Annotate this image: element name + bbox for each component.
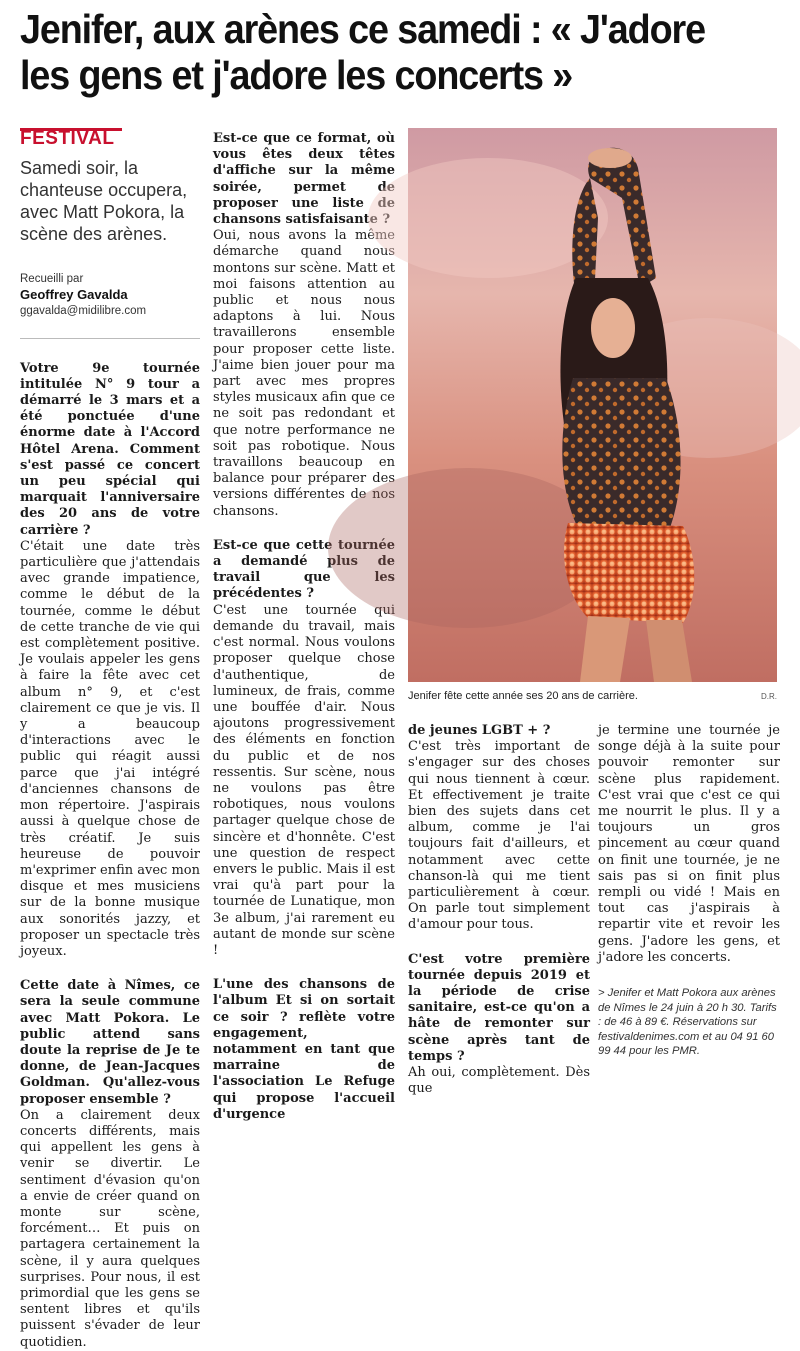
article-photo	[408, 128, 777, 682]
headline: Jenifer, aux arènes ce samedi : « J'adore les gens et j'adore les concerts »	[20, 6, 705, 98]
question-1: Votre 9e tournée intitulée N° 9 tour a démarré le 3 mars et a été ponctuée d'une énorme date à l'Accord Hôtel Arena. Comment s'est passé ce concert un peu spécial qui marquait l'anniversaire des 20 ans de votre carrière ?	[20, 360, 200, 538]
byline-email[interactable]: ggavalda@midilibre.com	[20, 303, 200, 338]
column-1	[20, 128, 200, 1351]
answer-6-part-2: je termine une tournée je songe déjà à la suite pour pouvoir remonter sur scène plus rapidement. C'est vrai que c'est ce qui me nourrit le plus. Il y a toujours un gros pincement au cœur quand on finit une tournée, je ne sais pas si on finit plus rempli ou vidé ! Mais en tout cas j'aspirais à repartir vite et revoir les gens. J'adore les gens, et j'adore les concerts.	[598, 723, 780, 965]
article-body-1	[20, 361, 200, 1351]
question-5-part-1: L'une des chansons de l'album Et si on sortait ce soir ? reflète votre engagement, notamment en tant que marraine de l'association Le Refuge qui propose l'accueil d'urgence	[213, 977, 395, 1122]
byline-intro: Recueilli par	[20, 273, 84, 286]
question-2: Cette date à Nîmes, ce sera la seule commune avec Matt Pokora. Le public attend sans doute la reprise de Je te donne, de Jean-Jacques Goldman. Qu'allez-vous proposer ensemble ?	[20, 978, 200, 1107]
answer-3: Oui, nous avons la même démarche quand nous montons sur scène. Matt et moi faisons attention au public et nous nous adaptons à lui. Nous travaillerons ensemble pour proposer cette liste. J'aime bien jouer pour ma part avec mes propres styles musicaux afin que ce ne soit pas redondant et que notre performance ne soit pas robotique. Nous travaillons beaucoup en balance pour préparer des versions différentes de nos chansons.	[213, 228, 395, 519]
section-kicker: FESTIVAL	[20, 128, 122, 147]
question-3: Est-ce que ce format, où vous êtes deux têtes d'affiche sur la même soirée, permet de proposer une liste de chansons satisfaisante ?	[213, 131, 395, 228]
question-6: C'est votre première tournée depuis 2019 et la période de crise sanitaire, est-ce qu'on a hâte de remonter sur scène après tant de temps ?	[408, 951, 590, 1064]
photo-caption-text: Jenifer fête cette année ses 20 ans de carrière.	[408, 690, 638, 702]
column-2	[213, 131, 395, 1123]
photo-caption	[408, 690, 777, 702]
question-5-part-2: de jeunes LGBT + ?	[408, 723, 551, 738]
answer-2-part-1: On a clairement deux concerts différents, mais qui appellent les gens à venir se divertir. Le sentiment d'évasion qu'on a envie de créer quand on monte sur scène, forcément… Et puis on partagera certainement la scène, il y aura quelques surprises. Pour nous, il est primordial que les gens se sentent libres et qu'ils puissent s'évader de leur quotidien.	[20, 1107, 200, 1350]
answer-5: C'est très important de s'engager sur des choses qui nous tiennent à cœur. Et effectivement je traite bien des sujets dans cet album, comme je l'ai toujours fait d'ailleurs, et notamment avec cette chanson-là qui me tient particulièrement à cœur. On parle tout simplement d'amour pour tous.	[408, 739, 590, 933]
lede: Samedi soir, la chanteuse occupera, avec Matt Pokora, la scène des arènes.	[20, 158, 188, 245]
answer-1: C'était une date très particulière que j'attendais avec grande impatience, comme le début de la tournée, comme le début de cette tranche de vie qui est complètement positive. Je voulais appeler les gens à faire la fête avec cet album n° 9, et c'est clairement ce que je vis. Il y a beaucoup d'interactions avec le public qui réagit aussi parce que j'ai intégré d'anciennes chansons de mon répertoire. J'aspirais aussi à quelque chose de très créatif. Je suis heureuse de pouvoir m'exprimer enfin avec mon disque et mes musiciens sur de la bonne musique aux sonorités jazzy, et proposer un spectacle très joyeux.	[20, 538, 200, 959]
photo-credit: D.R.	[761, 692, 777, 701]
column-3	[408, 723, 590, 1097]
answer-6-part-1: Ah oui, complètement. Dès que	[408, 1065, 590, 1097]
photo-illustration	[408, 128, 777, 682]
column-4	[598, 723, 780, 1059]
event-info-box: > Jenifer et Matt Pokora aux arènes de Nîmes le 24 juin à 20 h 30. Tarifs : de 46 à 89 €. Réservations sur festivaldenimes.com et au 04 91 60 99 44 pour les PMR.	[598, 987, 777, 1058]
byline	[20, 271, 200, 338]
byline-author: Geoffrey Gavalda	[20, 287, 128, 303]
question-4: Est-ce que cette tournée a demandé plus de travail que les précédentes ?	[213, 537, 395, 602]
answer-4: C'est une tournée qui demande du travail, mais c'est normal. Nous voulons proposer quelque chose d'authentique, de lumineux, de frais, comme une bouffée d'air. Nous ajoutons progressivement des éléments en fonction du public et de nos ressentis. Sur scène, nous ne voulons pas être robotiques, nous voulons partager quelque chose de sincère et d'honnête. C'est une question de respect envers le public. Mais il est vrai qu'à part pour la tournée de Lunatique, mon 3e album, j'ai rarement eu autant de monde sur scène !	[213, 602, 395, 958]
